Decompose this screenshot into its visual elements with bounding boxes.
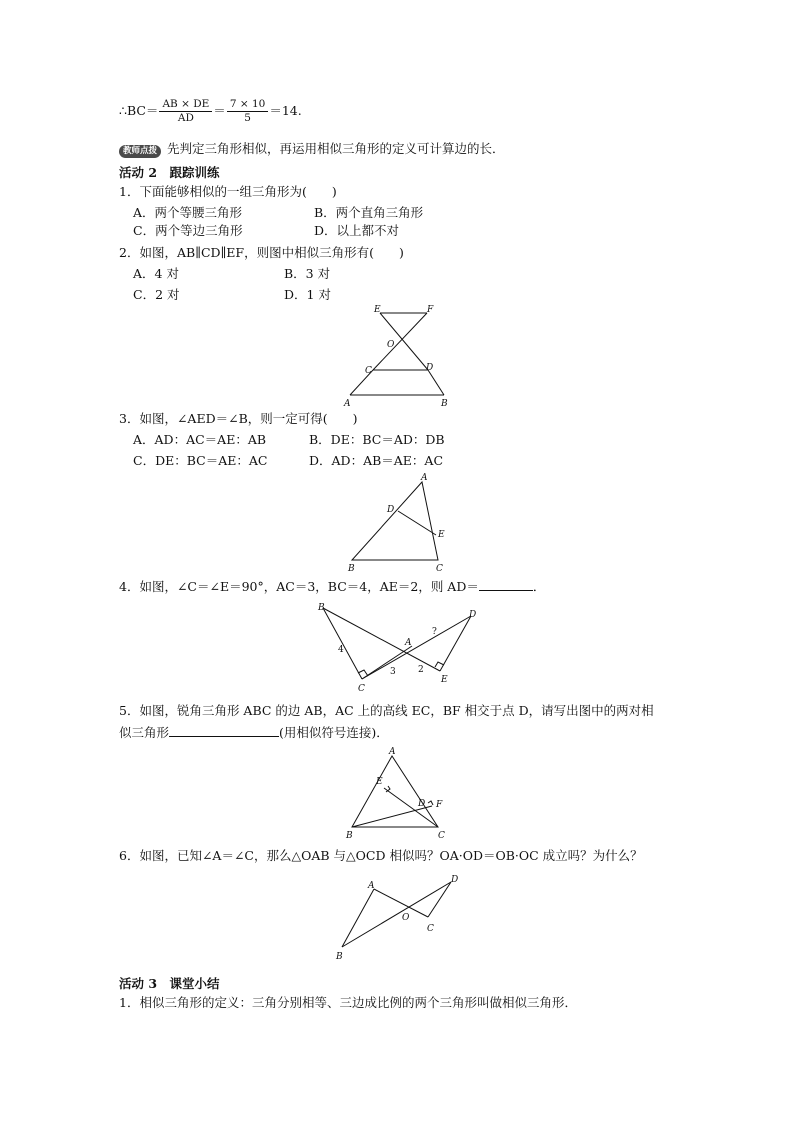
q4-label-d: D: [469, 610, 477, 620]
q6-segment-ab: [342, 889, 374, 947]
q4-label-e: E: [441, 675, 448, 685]
q6-stem: 6．如图，已知∠A＝∠C，那么△OAB 与△OCD 相似吗？OA·OD＝OB·OC 成立吗？为什么？: [119, 848, 643, 863]
q2-figure: [340, 303, 460, 409]
teacher-note-badge: 教师点拨: [119, 145, 161, 158]
q4-stem-end: ．: [532, 579, 546, 594]
q3-option-d[interactable]: D．AD：AB＝AE：AC: [309, 453, 444, 468]
q5-right-angle-e: [386, 786, 390, 792]
activity3-title: 活动 3 课堂小结: [119, 976, 220, 991]
q3-option-c[interactable]: C．DE：BC＝AE：AC: [133, 453, 268, 468]
q3-label-d: D: [387, 505, 395, 515]
q4-label-c: C: [358, 684, 365, 692]
q2-label-f: F: [427, 305, 434, 315]
q6-figure: [330, 870, 466, 962]
q4-label-2: 2: [418, 665, 424, 675]
fraction-2-denominator: 5: [244, 112, 251, 124]
teacher-note: [119, 141, 505, 158]
q5-label-d: D: [418, 799, 426, 809]
formula-prefix: ∴BC＝: [119, 103, 159, 118]
q1-option-a[interactable]: A．两个等腰三角形: [133, 205, 243, 220]
q3-triangle-abc: [352, 482, 438, 560]
q4-segment-dc: [362, 616, 471, 679]
fraction-2-numerator: 7 × 10: [227, 98, 269, 112]
q6-label-a: A: [368, 881, 375, 891]
q3-label-c: C: [436, 564, 443, 574]
q5-altitude-ec: [384, 788, 438, 827]
formula-equals: ＝: [213, 103, 226, 118]
formula-result: ＝14.: [269, 103, 302, 118]
q6-label-o: O: [402, 913, 410, 923]
fraction-1: [159, 98, 212, 125]
q5-label-c: C: [438, 831, 445, 840]
q2-option-d[interactable]: D．1 对: [284, 287, 331, 302]
activity2-title: 活动 2 跟踪训练: [119, 165, 220, 180]
q4-answer-blank[interactable]: [479, 578, 533, 591]
q2-label-o: O: [387, 340, 395, 350]
q5-figure: [340, 744, 452, 840]
summary-item-1: 1．相似三角形的定义：三角分别相等、三边成比例的两个三角形叫做相似三角形．: [119, 995, 577, 1010]
q4-stem-line: [119, 578, 545, 595]
q5-label-a: A: [389, 747, 396, 757]
q4-segment-de: [440, 616, 471, 671]
q2-label-e: E: [374, 305, 381, 315]
q6-label-c: C: [427, 924, 434, 934]
fraction-1-numerator: AB × DE: [159, 98, 212, 112]
q2-stem: 2．如图，AB∥CD∥EF，则图中相似三角形有( ): [119, 245, 404, 260]
q3-option-a[interactable]: A．AD：AC＝AE：AB: [133, 432, 267, 447]
q2-label-c: C: [365, 366, 372, 376]
q4-label-b: B: [318, 603, 325, 613]
q3-figure: [340, 470, 452, 576]
q2-label-d: D: [426, 363, 434, 373]
q1-stem: 1．下面能够相似的一组三角形为( ): [119, 184, 337, 199]
formula-line: [119, 98, 302, 125]
q1-option-d[interactable]: D．以上都不对: [314, 223, 400, 238]
q4-label-a: A: [405, 638, 412, 648]
q1-option-b[interactable]: B．两个直角三角形: [314, 205, 424, 220]
q2-label-a: A: [344, 399, 351, 409]
q1-option-c[interactable]: C．两个等边三角形: [133, 223, 243, 238]
q5-right-angle-f: [428, 801, 433, 805]
q4-segment-ca: [362, 646, 412, 679]
q6-label-d: D: [451, 875, 459, 885]
q3-label-a: A: [421, 473, 428, 483]
fraction-1-denominator: AD: [177, 112, 194, 124]
q5-label-b: B: [346, 831, 353, 840]
q5-stem-suffix: (用相似符号连接)．: [279, 725, 389, 740]
q3-option-b[interactable]: B．DE：BC＝AD：DB: [309, 432, 445, 447]
q5-label-f: F: [436, 800, 443, 810]
q2-option-a[interactable]: A．4 对: [133, 266, 179, 281]
q5-stem-prefix: 似三角形: [119, 725, 170, 740]
q2-segment-db: [428, 370, 444, 395]
teacher-note-text: 先判定三角形相似，再运用相似三角形的定义可计算边的长．: [167, 141, 505, 156]
fraction-2: [227, 98, 269, 125]
q6-segment-ac: [374, 889, 428, 917]
q5-triangle-abc: [352, 756, 438, 827]
q5-answer-blank[interactable]: [169, 724, 279, 737]
q4-label-4: 4: [338, 645, 344, 655]
q4-figure: [310, 600, 482, 692]
q3-label-e: E: [438, 530, 445, 540]
q5-stem-line2: [119, 724, 389, 741]
q4-label-3: 3: [390, 667, 396, 677]
q6-segment-bd: [342, 882, 451, 947]
q2-segment-fc: [373, 313, 427, 370]
q4-label-question: ?: [432, 627, 437, 637]
q5-label-e: E: [376, 777, 383, 787]
q6-segment-dc: [428, 882, 451, 917]
q6-label-b: B: [336, 952, 343, 962]
q3-label-b: B: [348, 564, 355, 574]
q2-option-c[interactable]: C．2 对: [133, 287, 180, 302]
q3-stem: 3．如图，∠AED＝∠B，则一定可得( ): [119, 411, 358, 426]
q5-altitude-bf: [352, 806, 432, 827]
q5-stem-line1: 5．如图，锐角三角形 ABC 的边 AB，AC 上的高线 EC，BF 相交于点 D，请写出图中的两对相: [119, 703, 654, 718]
q2-option-b[interactable]: B．3 对: [284, 266, 331, 281]
q4-stem: 4．如图，∠C＝∠E＝90°，AC＝3，BC＝4，AE＝2，则 AD＝: [119, 579, 479, 594]
q2-label-b: B: [441, 399, 448, 409]
